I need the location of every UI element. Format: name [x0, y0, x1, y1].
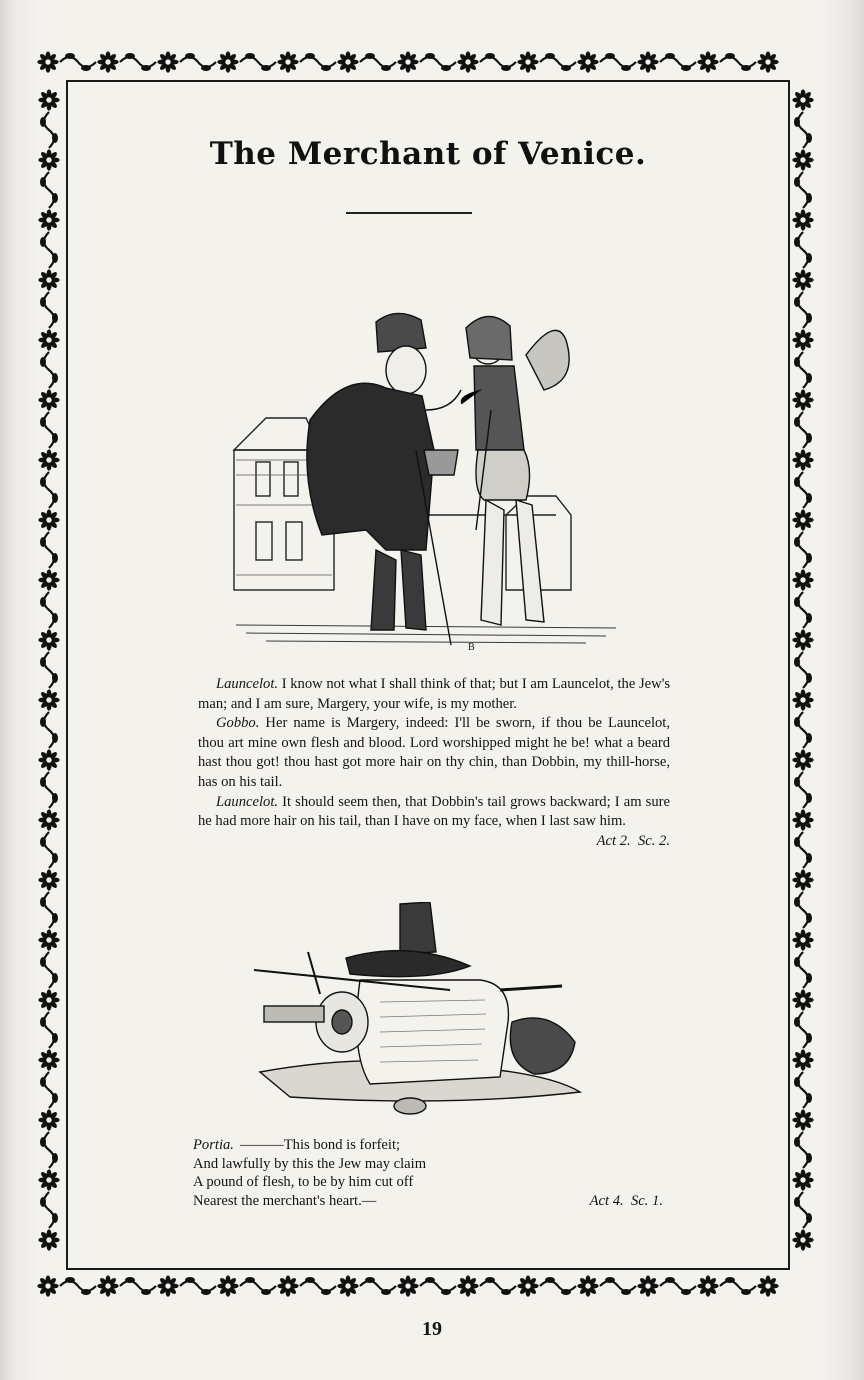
flower-vine-icon [794, 112, 812, 148]
rosette-icon [792, 569, 813, 590]
verse-quote [193, 1136, 663, 1210]
rosette-icon [792, 89, 813, 110]
speaker-name: Portia. [193, 1137, 234, 1153]
rosette-icon [637, 51, 658, 72]
flower-vine-icon [794, 712, 812, 748]
rosette-icon [157, 51, 178, 72]
rosette-icon [792, 149, 813, 170]
rosette-icon [457, 51, 478, 72]
flower-vine-icon [794, 952, 812, 988]
rosette-icon [38, 869, 59, 890]
rosette-icon [38, 329, 59, 350]
rosette-icon [792, 449, 813, 470]
rosette-icon [757, 1275, 778, 1296]
rosette-icon [277, 51, 298, 72]
flower-vine-icon [40, 232, 58, 268]
dialogue-text: I know not what I shall think of that; but I am Launcelot, the Jew's man; and I am sure, Margery, your wife, is my mother. [198, 676, 670, 712]
flower-vine-icon [40, 832, 58, 868]
verse-line-1 [193, 1136, 663, 1155]
verse-line-3: A pound of flesh, to be by him cut off [193, 1174, 414, 1190]
dialogue-text: It should seem then, that Dobbin's tail grows backward; I am sure he had more hair on his tail, than I have on my face, when I last saw him. [198, 793, 670, 830]
left-border-ornament [32, 80, 66, 1268]
rosette-icon [37, 51, 58, 72]
speaker-name: Gobbo. [216, 715, 260, 732]
flower-vine-icon [794, 772, 812, 808]
rosette-icon [38, 569, 59, 590]
flower-vine-icon [40, 712, 58, 748]
rosette-icon [637, 1275, 658, 1296]
flower-vine-icon [480, 1277, 516, 1295]
dialogue-line-launcelot-2 [198, 793, 670, 849]
rosette-icon [792, 1049, 813, 1070]
flower-vine-icon [40, 1132, 58, 1168]
flower-vine-icon [794, 892, 812, 928]
rosette-icon [397, 51, 418, 72]
flower-vine-icon [794, 532, 812, 568]
rosette-icon [792, 269, 813, 290]
rosette-icon [792, 1109, 813, 1130]
rosette-icon [792, 869, 813, 890]
flower-vine-icon [40, 652, 58, 688]
flower-vine-icon [240, 1277, 276, 1295]
rosette-icon [697, 51, 718, 72]
rosette-icon [38, 1049, 59, 1070]
rosette-icon [792, 749, 813, 770]
flower-vine-icon [180, 53, 216, 71]
flower-vine-icon [794, 1132, 812, 1168]
dialogue-line-gobbo [198, 714, 670, 792]
rosette-icon [38, 1109, 59, 1130]
page-title: The Merchant of Venice. [209, 136, 647, 172]
rosette-icon [38, 989, 59, 1010]
verse-line-4: Nearest the merchant's heart.— Act 4. Sc. 1. [193, 1192, 663, 1209]
flower-vine-icon [794, 1012, 812, 1048]
rosette-icon [792, 989, 813, 1010]
flower-vine-icon [40, 292, 58, 328]
illustration-still-life [250, 902, 610, 1122]
flower-vine-icon [60, 53, 96, 71]
rosette-icon [277, 1275, 298, 1296]
rosette-icon [38, 389, 59, 410]
rosette-icon [397, 1275, 418, 1296]
rosette-icon [217, 51, 238, 72]
flower-vine-icon [240, 53, 276, 71]
rosette-icon [337, 51, 358, 72]
verse-text: ———This bond is forfeit; [239, 1137, 401, 1153]
flower-vine-icon [794, 592, 812, 628]
act-scene-reference: Act 4. Sc. 1. [589, 1192, 663, 1209]
illustration-launcelot-gobbo [226, 300, 626, 660]
rosette-icon [792, 509, 813, 530]
rosette-icon [38, 149, 59, 170]
rosette-icon [38, 1169, 59, 1190]
rosette-icon [38, 689, 59, 710]
flower-vine-icon [794, 352, 812, 388]
rosette-icon [157, 1275, 178, 1296]
dialogue-text: Her name is Margery, indeed: I'll be sworn, if thou be Launcelot, thou art mine own flesh and blood. Lord worshipped might he be! what a beard hast thou got! thou hast got more hair on thy chin, than Dobbin, my thill-horse, has on his tail. [198, 715, 670, 790]
flower-vine-icon [420, 53, 456, 71]
rosette-icon [217, 1275, 238, 1296]
flower-vine-icon [660, 1277, 696, 1295]
rosette-icon [517, 51, 538, 72]
flower-vine-icon [40, 412, 58, 448]
flower-vine-icon [540, 53, 576, 71]
rosette-icon [697, 1275, 718, 1296]
rosette-icon [38, 929, 59, 950]
bottom-border-ornament [30, 1268, 822, 1304]
flower-vine-icon [120, 1277, 156, 1295]
rosette-icon [38, 509, 59, 530]
engraver-mark: B [468, 642, 475, 653]
rosette-icon [38, 629, 59, 650]
flower-vine-icon [794, 652, 812, 688]
speaker-name: Launcelot. [216, 676, 279, 692]
rosette-icon [517, 1275, 538, 1296]
flower-vine-icon [794, 172, 812, 208]
flower-vine-icon [40, 892, 58, 928]
flower-vine-icon [720, 1277, 756, 1295]
title-rule [346, 212, 472, 214]
rosette-icon [97, 51, 118, 72]
rosette-icon [38, 1229, 59, 1250]
flower-vine-icon [794, 832, 812, 868]
flower-vine-icon [794, 232, 812, 268]
flower-vine-icon [60, 1277, 96, 1295]
flower-vine-icon [180, 1277, 216, 1295]
rosette-icon [38, 749, 59, 770]
rosette-icon [792, 1169, 813, 1190]
flower-vine-icon [300, 1277, 336, 1295]
rosette-icon [792, 1229, 813, 1250]
right-border-ornament [786, 80, 820, 1268]
page-number: 19 [422, 1318, 442, 1340]
flower-vine-icon [600, 1277, 636, 1295]
flower-vine-icon [660, 53, 696, 71]
flower-vine-icon [794, 412, 812, 448]
rosette-icon [577, 1275, 598, 1296]
flower-vine-icon [120, 53, 156, 71]
speaker-name: Launcelot. [216, 793, 279, 810]
flower-vine-icon [420, 1277, 456, 1295]
rosette-icon [38, 809, 59, 830]
rosette-icon [792, 929, 813, 950]
rosette-icon [97, 1275, 118, 1296]
rosette-icon [457, 1275, 478, 1296]
flower-vine-icon [40, 532, 58, 568]
flower-vine-icon [794, 472, 812, 508]
flower-vine-icon [40, 952, 58, 988]
flower-vine-icon [360, 1277, 396, 1295]
flower-vine-icon [40, 352, 58, 388]
flower-vine-icon [480, 53, 516, 71]
flower-vine-icon [40, 772, 58, 808]
flower-vine-icon [40, 1192, 58, 1228]
rosette-icon [792, 629, 813, 650]
rosette-icon [792, 389, 813, 410]
rosette-icon [792, 329, 813, 350]
verse-line-2: And lawfully by this the Jew may claim [193, 1155, 427, 1172]
flower-vine-icon [794, 1192, 812, 1228]
act-scene-reference: Act 2. Sc. 2. [596, 832, 670, 849]
flower-vine-icon [40, 1012, 58, 1048]
flower-vine-icon [40, 112, 58, 148]
rosette-icon [38, 449, 59, 470]
rosette-icon [792, 809, 813, 830]
rosette-icon [37, 1275, 58, 1296]
flower-vine-icon [794, 1072, 812, 1108]
flower-vine-icon [360, 53, 396, 71]
flower-vine-icon [540, 1277, 576, 1295]
flower-vine-icon [40, 172, 58, 208]
rosette-icon [337, 1275, 358, 1296]
flower-vine-icon [794, 292, 812, 328]
dialogue-line-launcelot-1 [198, 675, 670, 714]
dialogue-caption [198, 675, 670, 851]
flower-vine-icon [40, 1072, 58, 1108]
rosette-icon [38, 269, 59, 290]
rosette-icon [757, 51, 778, 72]
rosette-icon [792, 689, 813, 710]
rosette-icon [577, 51, 598, 72]
flower-vine-icon [40, 472, 58, 508]
rosette-icon [792, 209, 813, 230]
flower-vine-icon [600, 53, 636, 71]
rosette-icon [38, 89, 59, 110]
flower-vine-icon [720, 53, 756, 71]
rosette-icon [38, 209, 59, 230]
top-border-ornament [30, 44, 822, 80]
flower-vine-icon [40, 592, 58, 628]
flower-vine-icon [300, 53, 336, 71]
